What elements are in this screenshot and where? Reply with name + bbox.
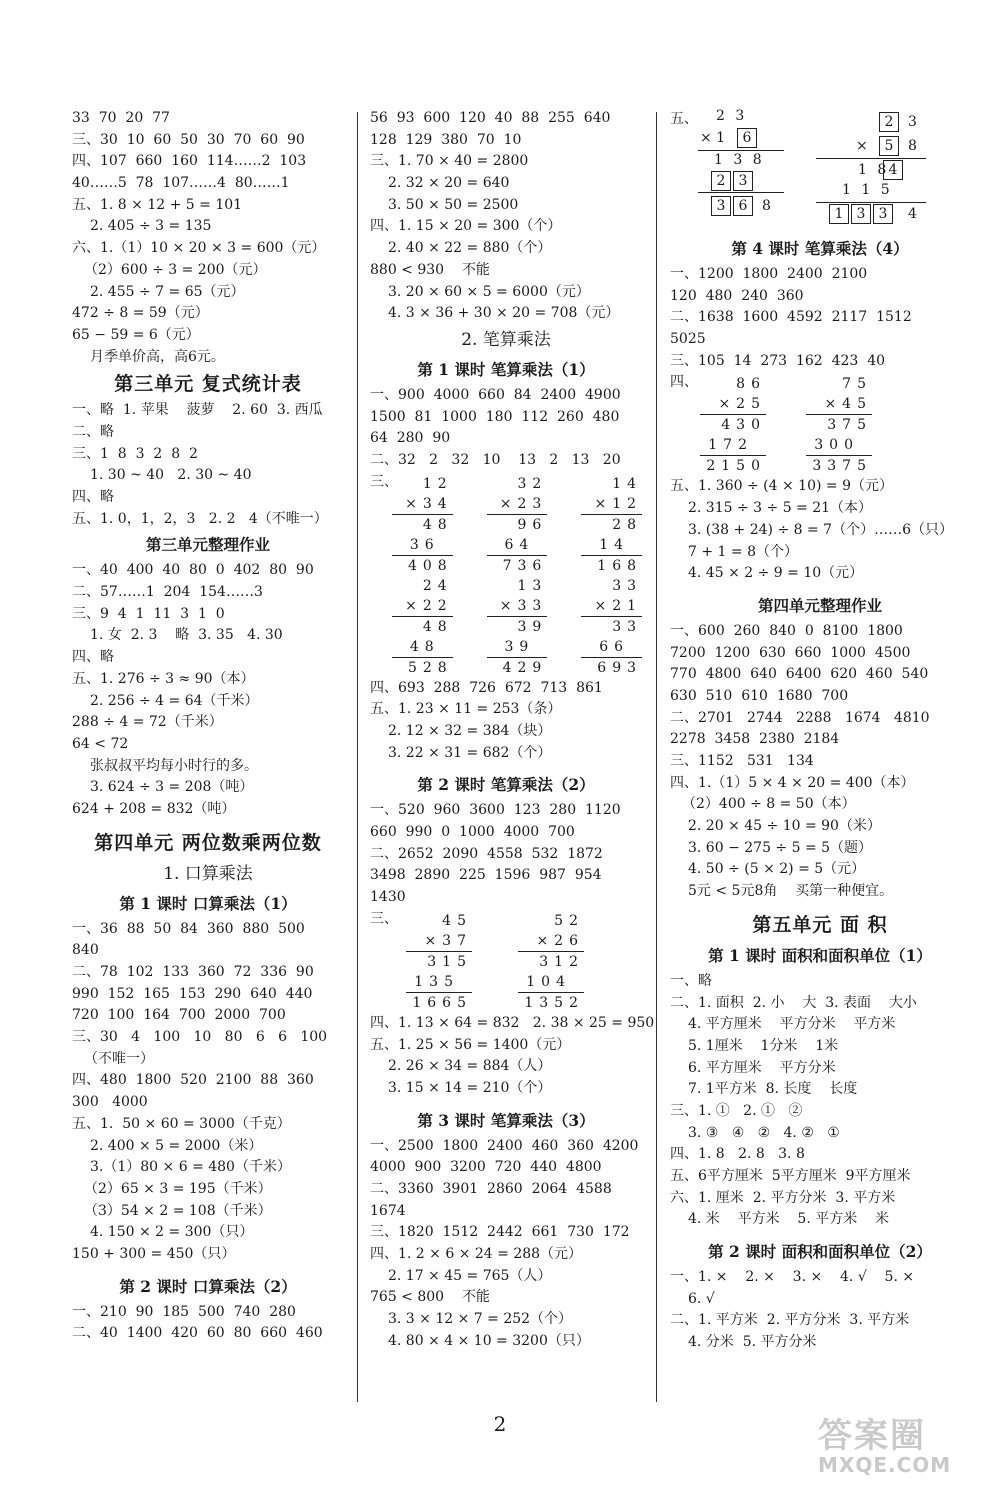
- calc-row: 2150: [706, 458, 766, 475]
- column-2: [370, 108, 655, 1352]
- calc-row: 172: [700, 435, 766, 456]
- calc-row: 528: [407, 659, 453, 676]
- unit-3-title: 第三单元 复式统计表: [114, 373, 302, 396]
- answer-line: 三、1. 70 × 40 = 2800: [370, 153, 529, 170]
- calc-row: 3375: [812, 458, 872, 475]
- answer-line: 4. 平方厘米 平方分米 平方米: [688, 1016, 896, 1033]
- answer-line: 三、30 4 100 10 80 6 6 100: [72, 1029, 328, 1046]
- calc-row: 736: [502, 557, 548, 574]
- answer-line: 3. 15 × 14 = 210（个）: [388, 1079, 552, 1096]
- answer-line: 1674: [370, 1202, 406, 1219]
- answer-line: 150 + 300 = 450（只）: [72, 1245, 236, 1262]
- calc-row: 104: [518, 972, 584, 993]
- calc-row: ×37: [406, 931, 472, 952]
- answer-line: 五、1. 0，1，2，3 2. 2 4（不唯一）: [72, 510, 328, 527]
- lesson-title: 第 2 课时 笔算乘法（2）: [417, 775, 595, 795]
- answer-line: 三、105 14 273 162 423 40: [670, 352, 886, 369]
- calc-row: 375: [827, 417, 872, 434]
- answer-line: 2. 20 × 45 ÷ 10 = 90（米）: [688, 818, 881, 835]
- answer-line: 630 510 610 1680 700: [670, 687, 849, 704]
- calc-row: ×34: [392, 494, 453, 515]
- answer-line: 1. 30 ~ 40 2. 30 ~ 40: [90, 467, 252, 484]
- vertical-multiplication: [487, 474, 548, 576]
- puzzle-digit: 1 8: [858, 162, 890, 178]
- puzzle-box: 2: [879, 112, 899, 132]
- calc-row: 96: [517, 516, 548, 533]
- calc-row: 135: [406, 972, 472, 993]
- vertical-multiplication-row: [370, 474, 642, 576]
- vertical-multiplication-row: [370, 911, 642, 1013]
- calc-row: ×33: [487, 596, 548, 617]
- lesson-title: 第 1 课时 面积和面积单位（1）: [708, 945, 932, 965]
- calc-row: ×23: [487, 494, 548, 515]
- answer-line: 6. 平方厘米 平方分米: [688, 1059, 836, 1076]
- answer-line: 四、1. 8 2. 8 3. 8: [670, 1146, 805, 1163]
- answer-line: 2. 315 ÷ 3 ÷ 5 = 21（本）: [688, 500, 873, 517]
- answer-line: 4. 分米 5. 平方分米: [688, 1334, 817, 1351]
- answer-block: [370, 800, 642, 908]
- answer-line: 五、1. 360 ÷ (4 × 10) = 9（元）: [670, 478, 893, 495]
- answer-line: 990 152 165 153 290 640 440: [72, 985, 313, 1002]
- answer-line: 7 + 1 = 8（个）: [688, 543, 798, 560]
- answer-line: 四、1. 15 × 20 = 300（个）: [370, 218, 562, 235]
- answer-line: 40……5 78 107……4 80……1: [72, 175, 290, 192]
- vertical-multiplication: [392, 576, 453, 678]
- calc-row: 430: [721, 417, 766, 434]
- unit-4-title: 第四单元 两位数乘两位数: [94, 831, 322, 854]
- answer-line: 4. 50 ÷ (5 × 2) = 5（元）: [688, 861, 866, 878]
- calc-row: 312: [539, 953, 584, 970]
- vertical-multiplication-row: [370, 576, 642, 678]
- answer-line: 288 ÷ 4 = 72（千米）: [72, 714, 223, 731]
- calc-row: 33: [612, 618, 643, 635]
- section-title: 1. 口算乘法: [163, 863, 253, 884]
- puzzle-rule: [698, 192, 784, 193]
- puzzle-box: 3: [711, 196, 731, 216]
- puzzle-box: 6: [737, 128, 757, 148]
- answer-line: 3. 20 × 60 × 5 = 6000（元）: [388, 283, 590, 300]
- answer-line: 五、6平方厘米 5平方厘米 9平方厘米: [670, 1168, 911, 1184]
- answer-line: 7200 1200 630 660 1000 4500: [670, 644, 911, 661]
- calc-row: 24: [422, 577, 453, 594]
- answer-block: [370, 678, 642, 765]
- answer-line: 四、1. 13 × 64 = 832 2. 38 × 25 = 950: [370, 1014, 655, 1031]
- answer-line: 4. 80 × 4 × 10 = 3200（只）: [388, 1332, 590, 1349]
- answer-line: 五、1. 23 × 11 = 253（条）: [370, 701, 562, 718]
- answer-line: 二、略: [72, 423, 114, 440]
- answer-line: 4. 米 平方米 5. 平方米 米: [688, 1211, 890, 1228]
- answer-line: 3498 2890 225 1596 987 954: [370, 867, 602, 884]
- puzzle-digit: 2 3: [716, 108, 748, 124]
- answer-line: 一、略 1. 苹果 菠萝 2. 60 3. 西瓜: [72, 402, 323, 419]
- answer-line: 3. 60 − 275 ÷ 5 = 5（题）: [688, 839, 873, 856]
- lesson-title: 第 3 课时 笔算乘法（3）: [417, 1110, 595, 1130]
- answer-line: 2. 455 ÷ 7 = 65（元）: [90, 283, 245, 300]
- lesson-title: 第 1 课时 笔算乘法（1）: [417, 359, 595, 379]
- answer-line: 65 − 59 = 6（元）: [72, 326, 200, 343]
- answer-line: 三、9 4 1 11 3 1 0: [72, 605, 225, 622]
- calc-row: 28: [612, 516, 643, 533]
- answer-line: 2. 405 ÷ 3 = 135: [90, 218, 212, 235]
- answer-line: 4000 900 3200 720 440 4800: [370, 1159, 602, 1176]
- answer-line: 五、1. 25 × 56 = 1400（元）: [370, 1036, 571, 1053]
- answer-block: [72, 108, 344, 368]
- answer-block: [370, 108, 642, 325]
- puzzle-rule: [698, 150, 784, 151]
- answer-line: 2. 12 × 32 = 384（块）: [388, 723, 552, 739]
- calc-row: 1352: [524, 994, 584, 1011]
- answer-line: 3. (38 + 24) ÷ 8 = 7（个）……6（只）: [688, 521, 953, 538]
- puzzle-rule: [816, 202, 926, 203]
- answer-line: 3. 3 × 12 × 7 = 252（个）: [388, 1311, 573, 1328]
- answer-line: 300 4000: [72, 1094, 148, 1111]
- vertical-multiplication-row: [670, 374, 970, 476]
- answer-line: 128 129 380 70 10: [370, 131, 522, 148]
- answer-line: 一、40 400 40 80 0 402 80 90: [72, 562, 314, 579]
- answer-line: 720 100 164 700 2000 700: [72, 1007, 286, 1024]
- calc-row: 66: [581, 637, 642, 658]
- puzzle-digit: 8: [762, 198, 771, 214]
- puzzle-box: 1: [829, 204, 849, 224]
- answer-line: 3.（1）80 × 6 = 480（千米）: [90, 1159, 291, 1176]
- answer-line: 三、1820 1512 2442 661 730 172: [370, 1224, 630, 1241]
- answer-line: （2）65 × 3 = 195（千米）: [84, 1180, 272, 1197]
- calc-row: 13: [517, 577, 548, 594]
- calc-row: ×45: [806, 394, 872, 415]
- answer-line: 四、略: [72, 489, 114, 505]
- answer-block: [72, 1302, 344, 1345]
- calc-row: 14: [612, 475, 643, 492]
- answer-line: 二、57……1 204 154……3: [72, 584, 263, 601]
- calc-row: 39: [487, 637, 548, 658]
- answer-line: 880 < 930 不能: [370, 261, 490, 278]
- answer-line: 五、1. 8 × 12 + 5 = 101: [72, 196, 243, 213]
- lesson-title: 第 2 课时 口算乘法（2）: [119, 1276, 297, 1296]
- answer-line: 472 ÷ 8 = 59（元）: [72, 305, 209, 322]
- question-label: 三、: [370, 910, 398, 927]
- answer-line: 三、1. ① 2. ① ②: [670, 1102, 803, 1119]
- answer-line: （3）54 × 2 = 108（千米）: [84, 1202, 272, 1219]
- answer-line: 624 + 208 = 832（吨）: [72, 800, 236, 817]
- answer-line: 4. 3 × 36 + 30 × 20 = 708（元）: [388, 305, 620, 322]
- calc-row: ×25: [700, 394, 766, 415]
- answer-line: 2. 32 × 20 = 640: [388, 175, 510, 192]
- answer-line: 4. 45 × 2 ÷ 9 = 10（元）: [688, 565, 864, 582]
- puzzle-box: 6: [733, 196, 753, 216]
- answer-line: （不唯一）: [84, 1050, 154, 1067]
- answer-line: 1430: [370, 889, 406, 906]
- answer-line: （2）400 ÷ 8 = 50（本）: [682, 796, 856, 813]
- answer-line: 六、1.（1）10 × 20 × 3 = 600（元）: [72, 240, 326, 257]
- lesson-title: 第 1 课时 口算乘法（1）: [119, 893, 297, 913]
- answer-line: （2）600 ÷ 3 = 200（元）: [84, 261, 267, 278]
- vertical-multiplication: [487, 576, 548, 678]
- answer-line: 一、210 90 185 500 740 280: [72, 1303, 296, 1320]
- calc-row: 48: [422, 516, 453, 533]
- puzzle-box: 5: [879, 136, 899, 156]
- answer-line: 四、693 288 726 672 713 861: [370, 679, 603, 696]
- answer-line: 二、1. 面积 2. 小 大 3. 表面 大小: [670, 994, 917, 1011]
- puzzle-box: 3: [851, 204, 871, 224]
- vertical-multiplication: [700, 374, 766, 476]
- answer-line: 3. ③ ④ ② 4. ② ①: [688, 1124, 840, 1141]
- answer-line: 64 < 72: [72, 735, 129, 752]
- answer-line: 5025: [670, 331, 706, 348]
- calc-row: 1665: [412, 994, 472, 1011]
- column-divider-2: [656, 112, 657, 1402]
- answer-line: 六、1. 厘米 2. 平方分米 3. 平方米: [670, 1189, 896, 1206]
- calc-row: ×21: [581, 596, 642, 617]
- calc-row: 64: [487, 535, 548, 556]
- answer-block: [670, 621, 970, 903]
- answer-line: 840: [72, 942, 99, 959]
- answer-line: 2. 400 × 5 = 2000（米）: [90, 1137, 263, 1154]
- page-number: 2: [493, 1412, 507, 1436]
- answer-line: 3. 50 × 50 = 2500: [388, 196, 519, 213]
- puzzle-digit: ×: [856, 138, 868, 154]
- answer-line: 2. 26 × 34 = 884（人）: [388, 1058, 552, 1075]
- calc-row: 52: [554, 912, 584, 929]
- vertical-multiplication: [392, 474, 453, 576]
- calc-row: 33: [612, 577, 643, 594]
- calc-row: 14: [581, 535, 642, 556]
- vertical-multiplication: [518, 911, 584, 1013]
- answer-line: 二、40 1400 420 60 80 660 460: [72, 1325, 323, 1342]
- question-label: 五、: [670, 111, 698, 127]
- answer-line: 五、1. 50 × 60 = 3000（千克）: [72, 1115, 291, 1132]
- calc-row: ×22: [392, 596, 453, 617]
- section-title: 2. 笔算乘法: [461, 329, 551, 350]
- vertical-multiplication: [406, 911, 472, 1013]
- calc-row: 300: [806, 435, 872, 456]
- answer-line: 5元 < 5元8角 买第一种便宜。: [688, 883, 894, 900]
- puzzle-digit: 1 3 8: [714, 152, 765, 168]
- answer-line: 3. 22 × 31 = 682（个）: [388, 744, 552, 761]
- unit-5-title: 第五单元 面 积: [752, 913, 888, 936]
- puzzle-rule: [816, 158, 926, 159]
- answer-line: 7. 1平方米 8. 长度 长度: [688, 1081, 858, 1098]
- question-label: 四、: [670, 374, 698, 391]
- answer-line: 一、1200 1800 2400 2100: [670, 266, 868, 282]
- puzzle-box: 3: [733, 171, 753, 191]
- calc-row: 408: [407, 557, 453, 574]
- answer-line: 四、略: [72, 649, 114, 666]
- answer-line: 五、1. 276 ÷ 3 ≈ 90（本）: [72, 670, 255, 687]
- answer-line: 2278 3458 2380 2184: [670, 731, 840, 748]
- puzzle-box: 2: [711, 171, 731, 191]
- lesson-title: 第 2 课时 面积和面积单位（2）: [708, 1242, 932, 1262]
- answer-block: [670, 476, 970, 584]
- question-label: 三、: [370, 473, 398, 490]
- answer-line: 二、32 2 32 10 13 2 13 20: [370, 451, 621, 468]
- answer-line: 1. 女 2. 3 略 3. 35 4. 30: [90, 627, 283, 644]
- answer-line: 四、1. 2 × 6 × 24 = 288（元）: [370, 1246, 583, 1262]
- watermark-logo: [818, 1408, 998, 1490]
- box-multiplication-puzzles: [670, 108, 970, 222]
- calc-row: 429: [502, 659, 548, 676]
- answer-line: 月季单价高，高6元。: [90, 348, 225, 365]
- calc-row: 48: [392, 637, 453, 658]
- answer-line: 二、1638 1600 4592 2117 1512: [670, 309, 912, 326]
- answer-line: 三、1152 531 134: [670, 753, 814, 769]
- calc-row: 75: [842, 376, 872, 393]
- answer-line: 二、2652 2090 4558 532 1872: [370, 845, 603, 862]
- puzzle-digit: 1 1 5: [842, 182, 893, 198]
- watermark-text: 答案圈: [818, 1416, 926, 1456]
- puzzle-digit: 4: [908, 206, 917, 222]
- puzzle-digit: × 1: [700, 130, 726, 146]
- puzzle-box: 4: [883, 160, 903, 180]
- vertical-multiplication: [581, 474, 642, 576]
- answer-block: [72, 560, 344, 820]
- answer-line: 二、1. 平方米 2. 平方分米 3. 平方米: [670, 1312, 910, 1329]
- answer-line: 一、520 960 3600 123 280 1120: [370, 802, 621, 819]
- answer-block: [72, 919, 344, 1266]
- answer-line: 5. 1厘米 1分米 1米: [688, 1037, 839, 1054]
- answer-line: 6. √: [688, 1290, 715, 1307]
- watermark-url: MXQE.COM: [818, 1453, 952, 1477]
- calc-row: 45: [442, 912, 472, 929]
- answer-line: 张叔叔平均每小时行的多。: [90, 757, 258, 774]
- column-1: [72, 108, 344, 1345]
- column-divider-1: [357, 112, 358, 1402]
- answer-line: 一、600 260 840 0 8100 1800: [670, 622, 903, 639]
- column-3: [670, 108, 970, 1354]
- vertical-multiplication: [581, 576, 642, 678]
- answer-line: 33 70 20 77: [72, 110, 170, 126]
- answer-line: 一、900 4000 660 84 2400 4900: [370, 386, 621, 403]
- puzzle-digit: 8: [908, 138, 917, 154]
- calc-row: 315: [427, 953, 472, 970]
- calc-row: 48: [422, 618, 453, 635]
- answer-line: 120 480 240 360: [670, 287, 804, 304]
- calc-row: 32: [517, 475, 548, 492]
- answer-line: 一、2500 1800 2400 460 360 4200: [370, 1137, 639, 1154]
- answer-line: 四、1.（1）5 × 4 × 20 = 400（本）: [670, 774, 915, 791]
- calc-row: 39: [517, 618, 548, 635]
- answer-line: 一、1. × 2. × 3. × 4. √ 5. ×: [670, 1269, 915, 1286]
- answer-block: [370, 1013, 655, 1100]
- puzzle-box: 3: [873, 204, 893, 224]
- answer-line: 四、107 660 160 114……2 103: [72, 153, 307, 170]
- answer-block: [670, 1267, 970, 1354]
- answer-line: 56 93 600 120 40 88 255 640: [370, 110, 611, 126]
- answer-block: [670, 971, 970, 1231]
- answer-line: 二、3360 3901 2860 2064 4588: [370, 1180, 612, 1197]
- answer-line: 660 990 0 1000 4000 700: [370, 824, 575, 841]
- puzzle-digit: 3: [908, 114, 917, 130]
- calc-row: ×12: [581, 494, 642, 515]
- answer-line: 770 4800 640 6400 620 460 540: [670, 666, 929, 683]
- answer-line: 4. 150 × 2 = 300（只）: [90, 1224, 254, 1241]
- answer-line: 一、36 88 50 84 360 880 500: [72, 920, 305, 937]
- calc-row: ×26: [518, 931, 584, 952]
- calc-row: 12: [422, 475, 453, 492]
- answer-line: 三、30 10 60 50 30 70 60 90: [72, 131, 305, 148]
- answer-line: 2. 40 × 22 = 880（个）: [388, 240, 552, 257]
- answer-line: 1500 81 1000 180 112 260 480: [370, 408, 620, 425]
- answer-line: 二、2701 2744 2288 1674 4810: [670, 709, 930, 726]
- answer-line: 2. 256 ÷ 4 = 64（千米）: [90, 692, 259, 709]
- answer-line: 一、略: [670, 972, 712, 989]
- calc-row: 36: [392, 535, 453, 556]
- calc-row: 168: [597, 557, 643, 574]
- answer-line: 64 280 90: [370, 430, 451, 447]
- answer-line: 2. 17 × 45 = 765（人）: [388, 1267, 552, 1284]
- answer-line: 765 < 800 不能: [370, 1289, 490, 1306]
- lesson-title: 第 4 课时 笔算乘法（4）: [731, 239, 909, 258]
- answer-block: [72, 400, 344, 530]
- answer-line: 二、78 102 133 360 72 336 90: [72, 964, 314, 980]
- unit-4-review-title: 第四单元整理作业: [757, 595, 882, 615]
- vertical-multiplication: [806, 374, 872, 476]
- answer-line: 3. 624 ÷ 3 = 208（吨）: [90, 779, 254, 796]
- calc-row: 86: [736, 376, 766, 393]
- answer-line: 四、480 1800 520 2100 88 360: [72, 1072, 314, 1089]
- answer-line: 三、1 8 3 2 8 2: [72, 445, 198, 462]
- calc-row: 693: [597, 659, 643, 676]
- answer-block: [370, 1136, 642, 1353]
- unit-3-review-title: 第三单元整理作业: [145, 535, 270, 555]
